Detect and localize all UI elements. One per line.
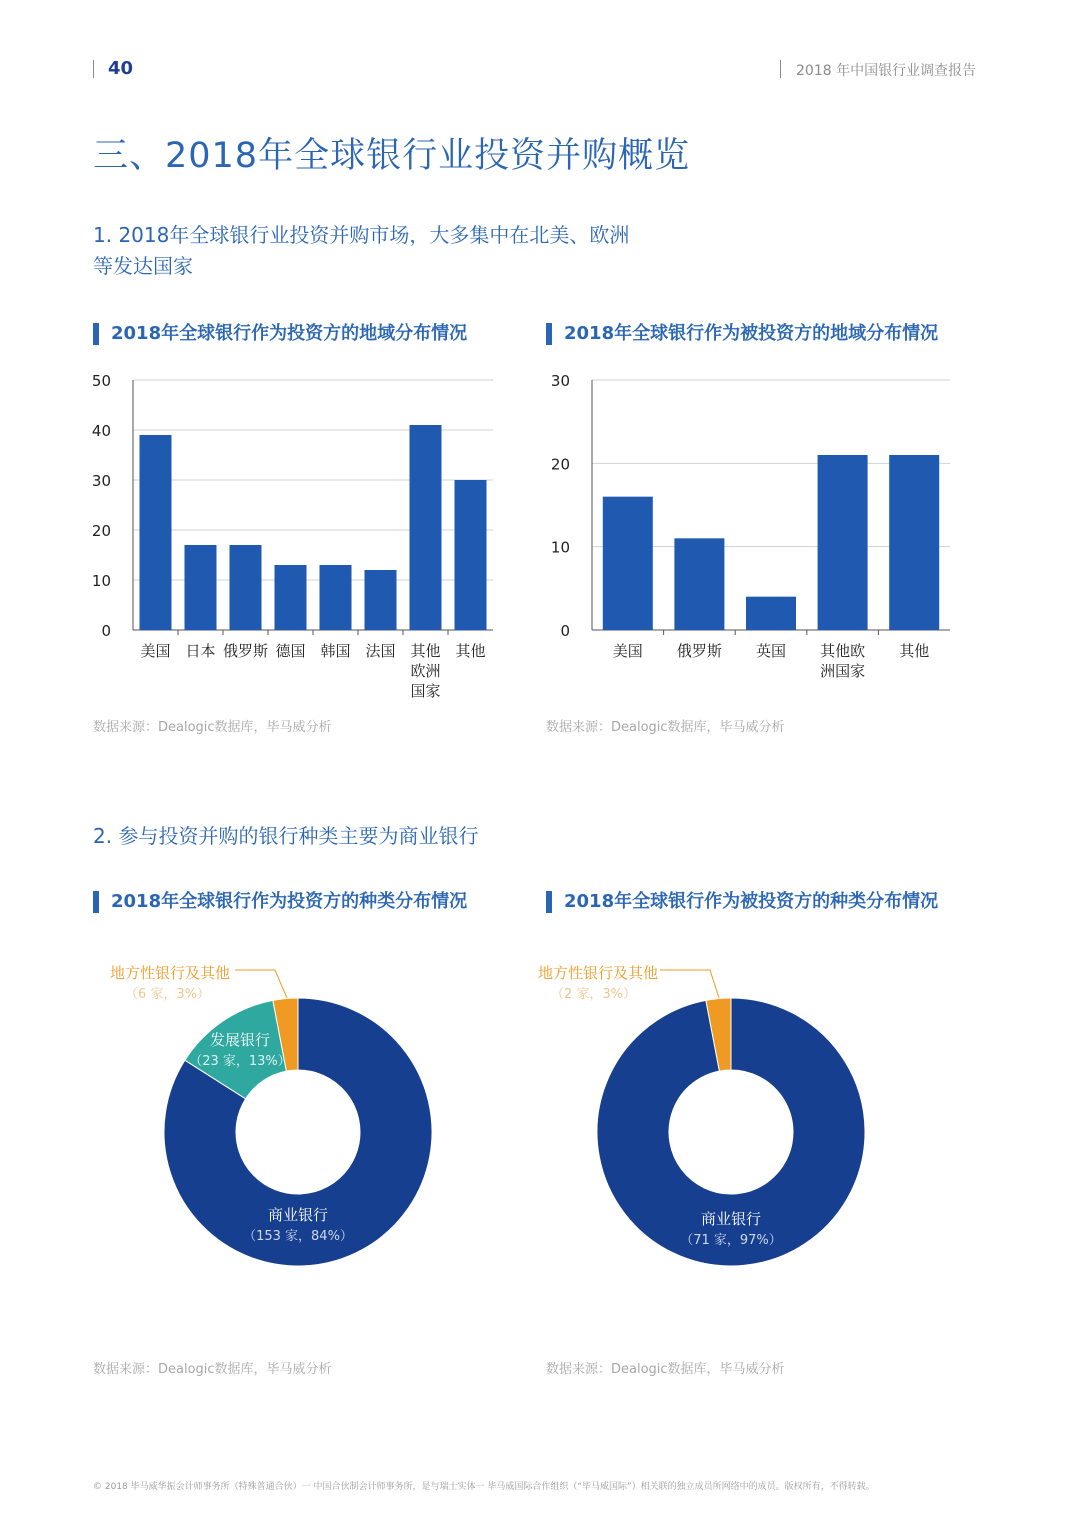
y-tick-label: 10 (550, 538, 570, 557)
target-region-bar-chart (540, 360, 980, 710)
bar (275, 565, 307, 630)
y-tick-label: 0 (101, 622, 111, 640)
slice-label: 发展银行 (209, 1031, 271, 1049)
x-tick-label: 韩国 (320, 642, 351, 660)
slice-label: 商业银行 (267, 1206, 329, 1224)
y-tick-label: 30 (91, 472, 111, 490)
chart1-source: 数据来源：Dealogic数据库，毕马威分析 (93, 720, 332, 735)
leader-line (660, 970, 719, 998)
header-divider-left (93, 60, 94, 78)
chart4-source: 数据来源：Dealogic数据库，毕马威分析 (546, 1362, 785, 1377)
bar (365, 570, 397, 630)
x-tick-label: 德国 (275, 642, 306, 660)
x-tick-label: 欧洲 (410, 662, 441, 680)
slice-label: 地方性银行及其他 (537, 964, 658, 982)
x-tick-label: 洲国家 (820, 662, 866, 680)
bar (185, 545, 217, 630)
slice-detail: （71 家，97%） (680, 1233, 782, 1248)
x-tick-label: 日本 (185, 642, 216, 660)
slice-label: 地方性银行及其他 (109, 964, 230, 982)
y-tick-label: 0 (560, 622, 570, 640)
x-tick-label: 其他 (410, 642, 441, 660)
slice-detail: （153 家，84%） (243, 1229, 353, 1244)
y-tick-label: 20 (550, 455, 570, 474)
section1-title-line1: 1. 2018年全球银行业投资并购市场，大多集中在北美、欧洲 (93, 223, 630, 247)
chart1-title: 2018年全球银行作为投资方的地域分布情况 (93, 323, 467, 345)
bar (746, 597, 796, 630)
x-tick-label: 其他欧 (820, 642, 866, 660)
x-tick-label: 俄罗斯 (676, 642, 722, 660)
bar (455, 480, 487, 630)
slice-detail: （2 家，3%） (550, 987, 636, 1002)
slice-detail: （23 家，13%） (189, 1054, 291, 1069)
y-tick-label: 40 (91, 422, 111, 440)
bar (818, 455, 868, 630)
bar (410, 425, 442, 630)
bar (674, 538, 724, 630)
chart2-title: 2018年全球银行作为被投资方的地域分布情况 (546, 323, 938, 345)
bar (140, 435, 172, 630)
copyright-footer: © 2018 毕马威华振会计师事务所（特殊普通合伙）一 中国合伙制会计师事务所，是与瑞士实体一 毕马威国际合作组织（“毕马威国际”）相关联的独立成员所网络中的成员。版权所有，不得转载。 (93, 1482, 875, 1492)
bar (603, 497, 653, 630)
x-tick-label: 国家 (410, 682, 441, 700)
section2-title: 2. 参与投资并购的银行种类主要为商业银行 (93, 824, 479, 848)
y-tick-label: 10 (91, 572, 111, 590)
chart3-source: 数据来源：Dealogic数据库，毕马威分析 (93, 1362, 332, 1377)
header-divider-right (780, 60, 781, 78)
x-tick-label: 法国 (365, 642, 396, 660)
investor-region-bar-chart (80, 360, 520, 710)
investor-type-donut-chart (80, 950, 530, 1280)
chart3-title: 2018年全球银行作为投资方的种类分布情况 (93, 891, 467, 913)
x-tick-label: 俄罗斯 (222, 642, 269, 660)
y-tick-label: 50 (91, 372, 111, 390)
page-title: 三、2018年全球银行业投资并购概览 (93, 136, 691, 176)
y-tick-label: 30 (550, 372, 570, 390)
page-number: 40 (108, 58, 134, 79)
x-tick-label: 美国 (612, 642, 643, 660)
bar (889, 455, 939, 630)
x-tick-label: 英国 (755, 642, 787, 660)
chart4-title: 2018年全球银行作为被投资方的种类分布情况 (546, 891, 938, 913)
slice-label: 商业银行 (700, 1210, 762, 1228)
y-tick-label: 20 (91, 522, 111, 540)
x-tick-label: 其他 (899, 642, 930, 660)
slice-detail: （6 家，3%） (124, 987, 210, 1002)
chart2-source: 数据来源：Dealogic数据库，毕马威分析 (546, 720, 785, 735)
report-title: 2018 年中国银行业调查报告 (796, 63, 977, 79)
leader-line (235, 970, 287, 998)
bar (320, 565, 352, 630)
section1-title-line2: 等发达国家 (93, 254, 193, 278)
bar (230, 545, 262, 630)
x-tick-label: 美国 (140, 642, 171, 660)
target-type-donut-chart (520, 950, 960, 1280)
x-tick-label: 其他 (455, 642, 486, 660)
